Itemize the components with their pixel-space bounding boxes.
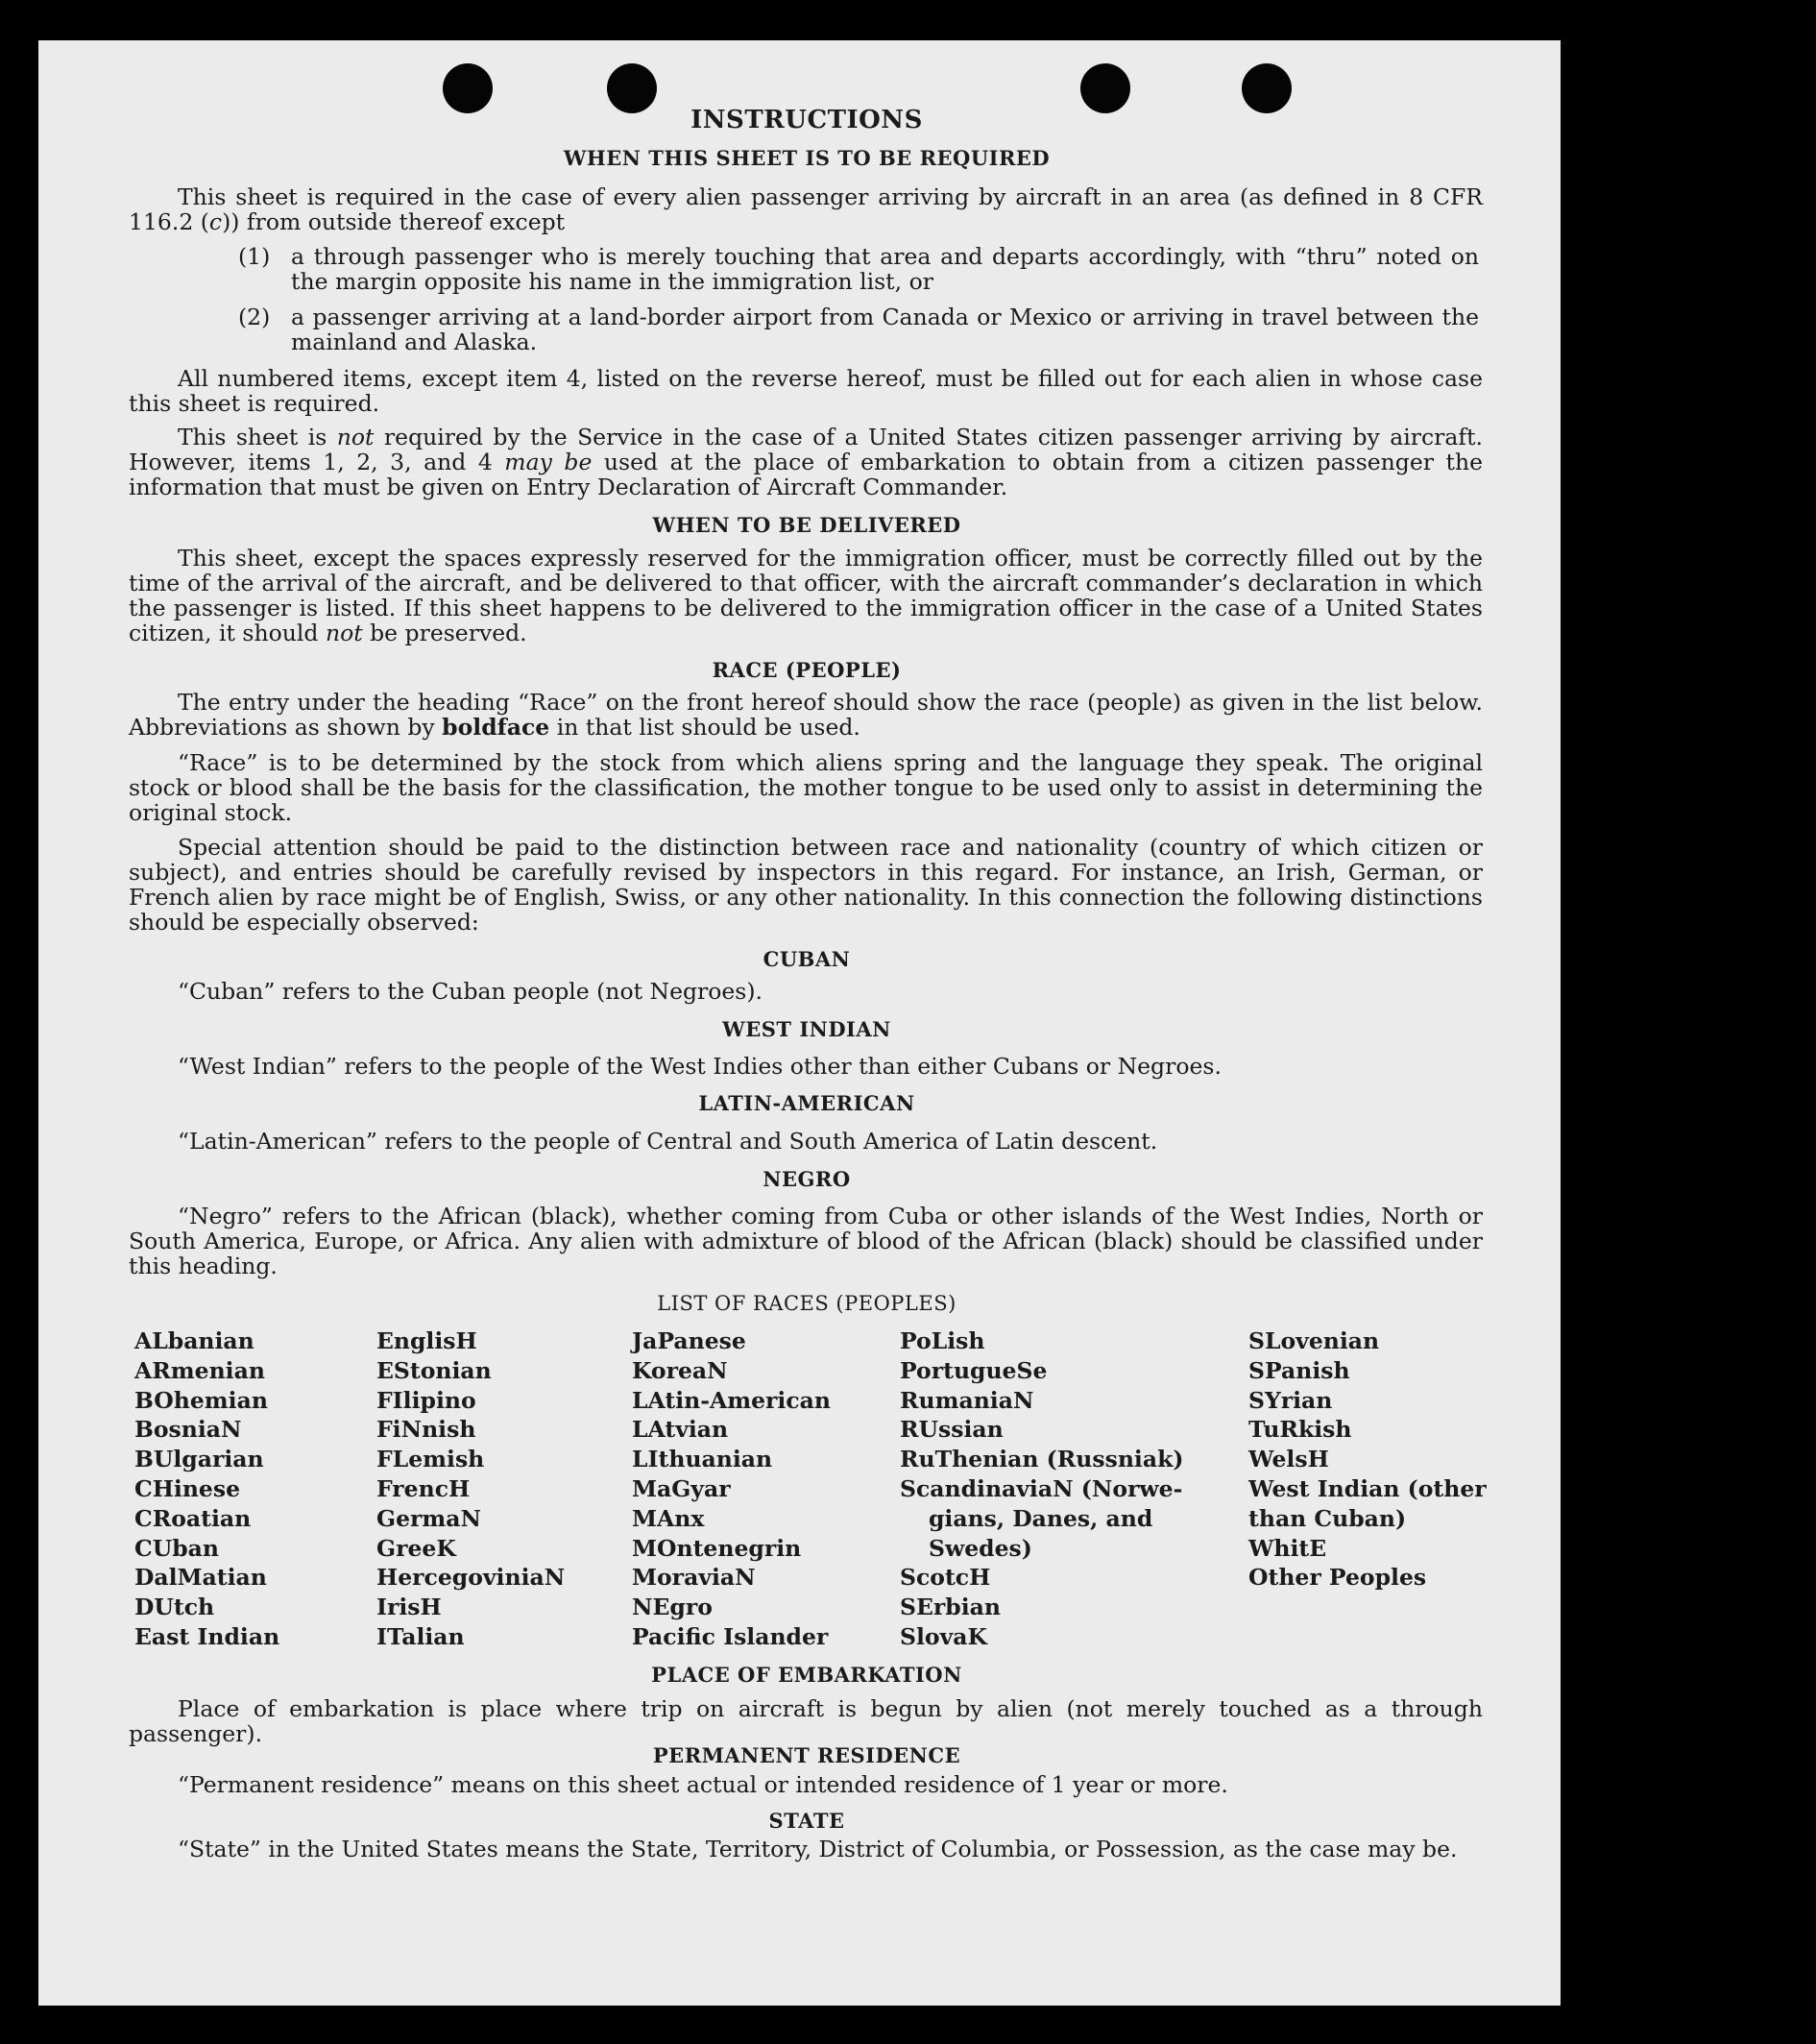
race-item: FLemish: [376, 1446, 485, 1473]
page-title: INSTRUCTIONS: [690, 106, 923, 134]
item-text: a through passenger who is merely touching that area and departs accordingly, with “thru” noted on the margin opposite his name in the immigration list, or: [291, 243, 1479, 295]
section-heading-required: WHEN THIS SHEET IS TO BE REQUIRED: [563, 146, 1051, 170]
section-heading-west-indian: WEST INDIAN: [722, 1017, 891, 1041]
race-item: Pacific Islander: [632, 1622, 829, 1650]
paragraph-delivered: This sheet, except the spaces expressly reserved for the immigration officer, must be correctly filled out by the time of the arrival of the aircraft, and be delivered to that officer, with the aircraft commander’s declaration in which the passenger is listed. If this sheet happens to be delivered to the immigration officer in the case of a United States citizen, it should not be preserved.: [129, 545, 1483, 646]
race-item: EStonian: [376, 1356, 492, 1384]
section-heading-residence: PERMANENT RESIDENCE: [652, 1743, 961, 1767]
races-column-4: [900, 1326, 1183, 1652]
race-item: KoreaN: [632, 1356, 728, 1384]
race-item: LAtvian: [632, 1416, 729, 1444]
race-item-continued: than Cuban): [1248, 1504, 1407, 1532]
race-item: CRoatian: [134, 1504, 252, 1532]
section-heading-list-of-races: LIST OF RACES (PEOPLES): [657, 1292, 956, 1315]
race-item: BOhemian: [134, 1386, 268, 1414]
paragraph-race-2: “Race” is to be determined by the stock from which aliens spring and the language they speak. The original stock or blood shall be the basis for the classification, the mother tongue to be used only to assist in determining the original stock.: [129, 749, 1483, 826]
paragraph-residence: “Permanent residence” means on this sheet actual or intended residence of 1 year or more.: [178, 1771, 1228, 1798]
race-item: SErbian: [900, 1594, 1001, 1621]
paragraph-citizen: This sheet is not required by the Service in the case of a United States citizen passenger arriving by aircraft. However, items 1, 2, 3, and 4 may be used at the place of embarkation to obtain from a citizen passenger the information that must be given on Entry Declaration of Aircraft Commander.: [129, 424, 1484, 500]
race-item: BUlgarian: [134, 1446, 264, 1473]
race-item: DalMatian: [134, 1564, 267, 1592]
race-item: SLovenian: [1248, 1327, 1380, 1354]
paragraph-west-indian: “West Indian” refers to the people of the West Indies other than either Cubans or Negroes.: [178, 1053, 1222, 1080]
race-item: TuRkish: [1248, 1416, 1352, 1444]
paragraph-race-3: Special attention should be paid to the distinction between race and nationality (country of which citizen or subject), and entries should be carefully revised by inspectors in this regard. For instance, an Irish, German, or French alien by race might be of English, Swiss, or any other nationality. In this connection the following distinctions should be especially observed:: [129, 834, 1483, 936]
race-item: HercegoviniaN: [376, 1564, 566, 1592]
paragraph-embarkation: Place of embarkation is place where trip on aircraft is begun by alien (not merely touched as a through passenger).: [129, 1695, 1483, 1747]
item-number: (2): [238, 304, 271, 330]
race-item: Other Peoples: [1248, 1564, 1427, 1592]
race-item: MOntenegrin: [632, 1534, 802, 1562]
section-heading-cuban: CUBAN: [763, 947, 851, 971]
race-item: ScotcH: [900, 1564, 991, 1592]
race-item: West Indian (other: [1248, 1474, 1487, 1502]
race-item: PortugueSe: [900, 1356, 1048, 1384]
item-text: a passenger arriving at a land-border airport from Canada or Mexico or arriving in travel between the mainland and Alaska.: [291, 304, 1479, 355]
race-item: LIthuanian: [632, 1446, 773, 1473]
race-item: FIlipino: [376, 1386, 476, 1414]
race-item: FrencH: [376, 1474, 471, 1502]
section-heading-state: STATE: [768, 1809, 845, 1833]
race-item-continued: Swedes): [929, 1534, 1032, 1562]
race-item: WhitE: [1248, 1534, 1327, 1562]
section-heading-negro: NEGRO: [763, 1167, 851, 1191]
race-item: NEgro: [632, 1594, 713, 1621]
paragraph-negro: “Negro” refers to the African (black), whether coming from Cuba or other islands of the West Indies, North or South America, Europe, or Africa. Any alien with admixture of blood of the African (black) should be classified under this heading.: [129, 1203, 1483, 1279]
races-column-5: [1248, 1326, 1487, 1593]
race-item: ScandinaviaN (Norwe-: [900, 1474, 1183, 1502]
race-item: RUssian: [900, 1416, 1004, 1444]
race-item: ARmenian: [134, 1356, 265, 1384]
race-item: SlovaK: [900, 1622, 987, 1650]
race-item: WelsH: [1248, 1446, 1329, 1473]
paragraph-numbered-items: All numbered items, except item 4, listed on the reverse hereof, must be filled out for each alien in whose case this sheet is required.: [129, 365, 1483, 417]
races-column-1: [134, 1326, 279, 1652]
section-heading-delivered: WHEN TO BE DELIVERED: [652, 513, 961, 537]
race-item: East Indian: [134, 1622, 280, 1650]
race-item: ITalian: [376, 1622, 465, 1650]
item-number: (1): [238, 243, 271, 270]
races-column-3: [632, 1326, 831, 1652]
race-item: MaGyar: [632, 1474, 731, 1502]
race-item: RuThenian (Russniak): [900, 1446, 1184, 1473]
paragraph-race-1: The entry under the heading “Race” on the front hereof should show the race (people) as given in the list below. Abbreviations as shown by boldface in that list should be used.: [129, 689, 1483, 741]
section-heading-race: RACE (PEOPLE): [712, 658, 902, 682]
race-item: MAnx: [632, 1504, 705, 1532]
race-item: DUtch: [134, 1594, 215, 1621]
race-item: ALbanian: [134, 1327, 254, 1354]
race-item: CUban: [134, 1534, 219, 1562]
paragraph-latin-american: “Latin-American” refers to the people of Central and South America of Latin descent.: [178, 1128, 1158, 1155]
race-item: PoLish: [900, 1327, 985, 1354]
race-item: SPanish: [1248, 1356, 1350, 1384]
paragraph-required-intro: This sheet is required in the case of every alien passenger arriving by aircraft in an area (as defined in 8 CFR 116.2 (c)) from outside thereof except: [129, 183, 1483, 235]
race-item: JaPanese: [632, 1327, 746, 1354]
races-column-2: [376, 1326, 565, 1652]
paragraph-state: “State” in the United States means the State, Territory, District of Columbia, or Possession, as the case may be.: [178, 1836, 1458, 1862]
race-item: RumaniaN: [900, 1386, 1034, 1414]
race-item: EnglisH: [376, 1327, 477, 1354]
race-item: GreeK: [376, 1534, 456, 1562]
race-item: BosniaN: [134, 1416, 242, 1444]
paragraph-cuban: “Cuban” refers to the Cuban people (not Negroes).: [178, 978, 763, 1005]
race-item: FiNnish: [376, 1416, 476, 1444]
section-heading-embarkation: PLACE OF EMBARKATION: [651, 1663, 962, 1687]
race-item: SYrian: [1248, 1386, 1333, 1414]
section-heading-latin-american: LATIN-AMERICAN: [698, 1091, 915, 1115]
race-item: LAtin-American: [632, 1386, 831, 1414]
race-item: IrisH: [376, 1594, 442, 1621]
race-item-continued: gians, Danes, and: [929, 1504, 1153, 1532]
race-item: CHinese: [134, 1474, 241, 1502]
race-item: MoraviaN: [632, 1564, 756, 1592]
race-item: GermaN: [376, 1504, 481, 1532]
